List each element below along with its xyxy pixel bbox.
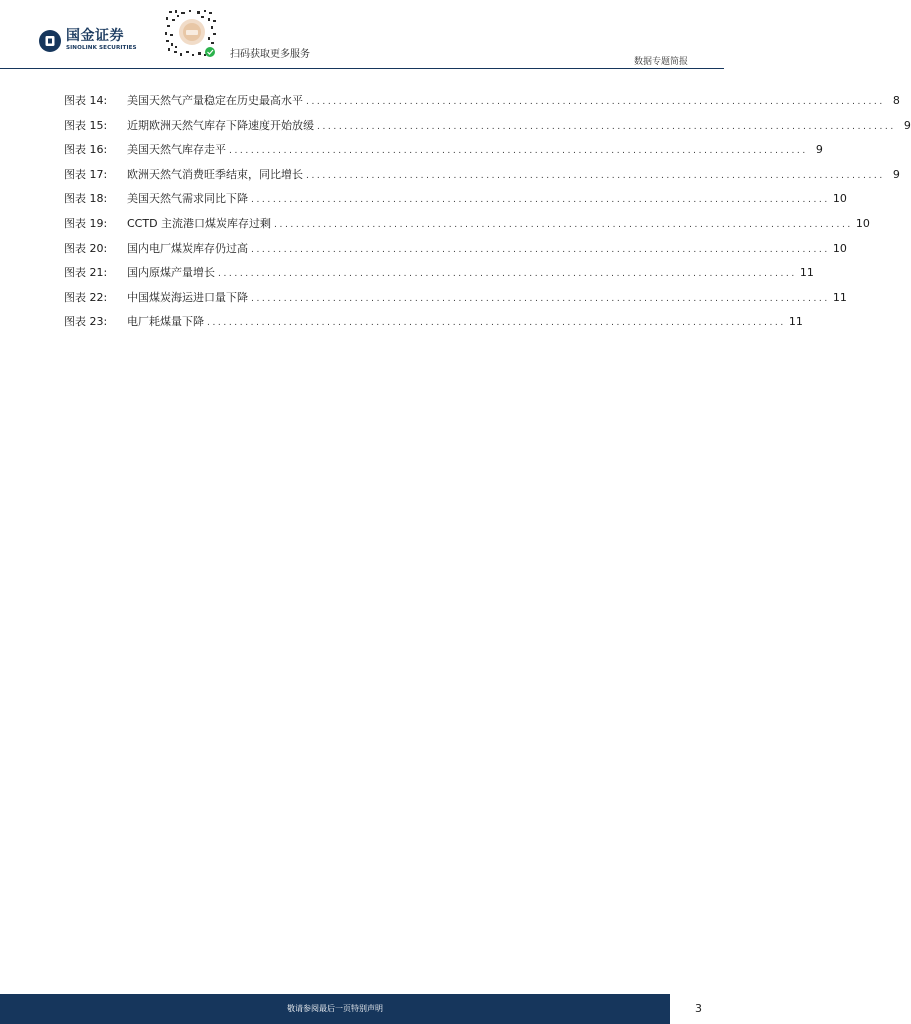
- figure-title: 欧洲天然气消费旺季结束，同比增长: [127, 167, 303, 181]
- figure-number: 图表 23:: [64, 315, 108, 329]
- page-number: 3: [695, 1002, 702, 1015]
- figure-title: 国内电厂煤炭库存仍过高: [127, 241, 248, 255]
- figure-number: 图表 21:: [64, 266, 108, 280]
- logo-name-cn: 国金证券: [66, 28, 124, 44]
- figure-list: [64, 92, 911, 338]
- figure-title: 美国天然气产量稳定在历史最高水平: [127, 94, 303, 107]
- page-ref: 11: [799, 266, 814, 280]
- qr-code-icon[interactable]: [163, 7, 221, 61]
- toc-entry[interactable]: [64, 117, 911, 142]
- toc-entry[interactable]: [64, 313, 803, 338]
- footer-disclaimer: 敬请参阅最后一页特别声明: [287, 1004, 383, 1013]
- figure-number: 图表 18:: [64, 192, 108, 206]
- toc-entry[interactable]: [64, 240, 847, 265]
- figure-number: 图表 16:: [64, 143, 108, 157]
- qr-caption: 扫码获取更多服务: [230, 49, 310, 60]
- dot-leader: ..........................................................................................................: [317, 121, 896, 132]
- page-ref: 9: [892, 167, 900, 181]
- figure-title: 电厂耗煤量下降: [127, 315, 204, 329]
- company-logo: [38, 29, 137, 53]
- toc-entry[interactable]: [64, 166, 900, 191]
- dot-leader: ..........................................................................................................: [251, 244, 830, 255]
- figure-title: 国内原煤产量增长: [127, 266, 215, 280]
- page-ref: 10: [832, 192, 847, 206]
- logo-name-en: SINOLINK SECURITIES: [66, 45, 137, 51]
- dot-leader: ..........................................................................................................: [207, 318, 786, 329]
- dot-leader: ..........................................................................................................: [229, 146, 808, 157]
- toc-entry[interactable]: [64, 289, 847, 314]
- page-ref: 11: [832, 290, 847, 304]
- page-ref: 11: [788, 315, 803, 329]
- dot-leader: ..........................................................................................................: [251, 195, 830, 206]
- page-ref: 9: [815, 143, 823, 157]
- figure-number: 图表 14:: [64, 94, 108, 107]
- toc-entry[interactable]: [64, 264, 814, 289]
- toc-entry[interactable]: [64, 92, 900, 117]
- figure-number: 图表 15:: [64, 118, 108, 132]
- page-header: [0, 0, 724, 70]
- header-divider: [0, 68, 724, 69]
- figure-title: 美国天然气库存走平: [127, 143, 226, 157]
- figure-number: 图表 20:: [64, 241, 108, 255]
- figure-title: 中国煤炭海运进口量下降: [127, 290, 248, 304]
- figure-number: 图表 19:: [64, 216, 108, 230]
- dot-leader: ..........................................................................................................: [306, 170, 885, 181]
- page-ref: 9: [903, 118, 911, 132]
- toc-entry[interactable]: [64, 190, 847, 215]
- page-ref: 10: [855, 216, 870, 230]
- page-ref: 10: [832, 241, 847, 255]
- page-ref: 8: [892, 94, 900, 107]
- dot-leader: ..........................................................................................................: [218, 269, 797, 280]
- figure-number: 图表 17:: [64, 167, 108, 181]
- report-type-label: 数据专题简报: [633, 57, 688, 67]
- dot-leader: ..........................................................................................................: [251, 293, 830, 304]
- page-footer: [0, 994, 724, 1024]
- figure-title: 美国天然气需求同比下降: [127, 192, 248, 206]
- figure-number: 图表 22:: [64, 290, 108, 304]
- sinolink-logo-icon: [38, 29, 62, 53]
- toc-entry[interactable]: [64, 141, 823, 166]
- dot-leader: ..........................................................................................................: [306, 97, 885, 107]
- figure-title: CCTD 主流港口煤炭库存过剩: [127, 216, 272, 230]
- figure-title: 近期欧洲天然气库存下降速度开始放缓: [127, 118, 314, 132]
- dot-leader: ..........................................................................................................: [274, 219, 853, 230]
- toc-entry[interactable]: [64, 215, 870, 240]
